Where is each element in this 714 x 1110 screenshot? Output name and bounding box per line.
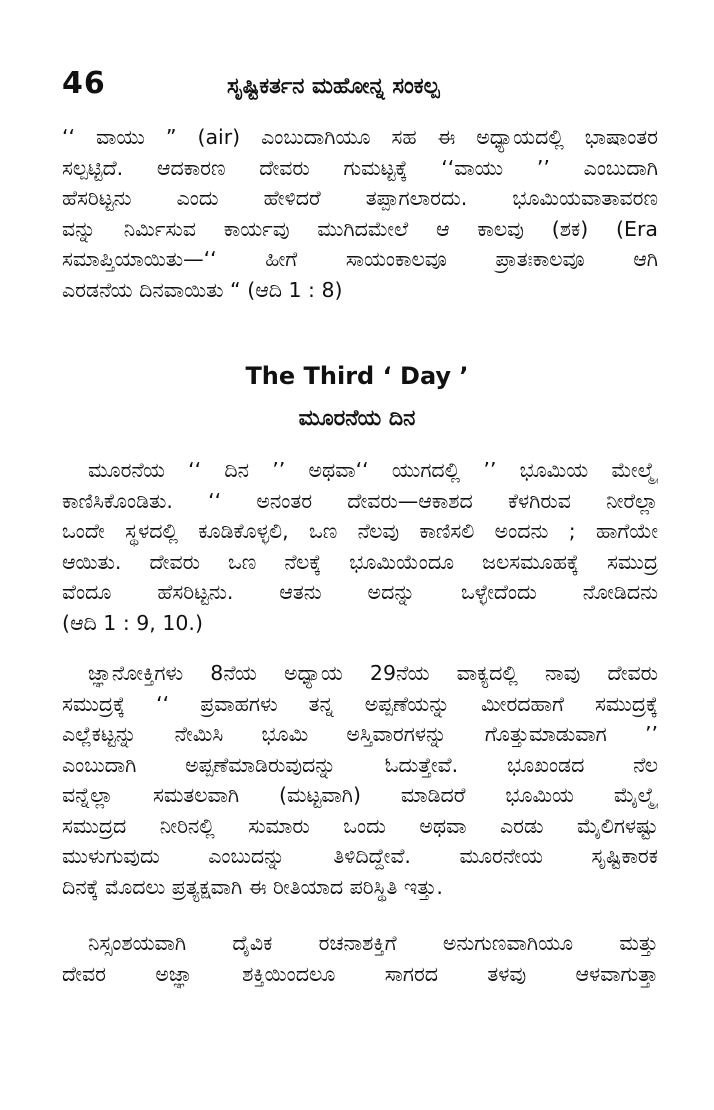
paragraph-3 xyxy=(62,658,658,902)
text-line: ಮುಳುಗುವುದು ಎಂಬುದನ್ನು ತಿಳಿದಿದ್ದೇವೆ. ಮೂರನೇಯ ಸೃಷ್ಟಿಕಾರಕ xyxy=(62,844,658,868)
text-line: ಸಮುದ್ರದ ನೀರಿನಲ್ಲಿ ಸುಮಾರು ಒಂದು ಅಥವಾ ಎರಡು ಮೈಲಿಗಳಷ್ಟು xyxy=(62,813,658,838)
text-line: ದಿನಕ್ಕೆ ಮೊದಲು ಪ್ರತ್ಯಕ್ಷವಾಗಿ ಈ ರೀತಿಯಾದ ಪರಿಸ್ಥಿತಿ ಇತ್ತು. xyxy=(62,874,443,899)
text-line: ಹೆಸರಿಟ್ಟನು ಎಂದು ಹೇಳಿದರೆ ತಪ್ಪಾಗಲಾರದು. ಭೂಮಿಯವಾತಾವರಣ xyxy=(62,186,658,210)
running-head: ಸೃಷ್ಟಿಕರ್ತನ ಮಹೋನ್ನ ಸಂಕಲ್ಪ xyxy=(227,74,440,99)
text-line: ಎಂಬುದಾಗಿ ಅಪ್ಪಣೆಮಾಡಿರುವುದನ್ನು ಓದುತ್ತೇವೆ. ಭೂಖಂಡದ ನೆಲ xyxy=(62,752,658,777)
text-line: ಆಯಿತು. ದೇವರು ಒಣ ನೆಲಕ್ಕೆ ಭೂಮಿಯೆಂದೂ ಜಲಸಮೂಹಕ್ಕೆ ಸಮುದ್ರ xyxy=(62,549,658,574)
text-line: ಸಲ್ಪಟ್ಟಿದೆ. ಆದಕಾರಣ ದೇವರು ಗುಮಟ್ಟಕ್ಕೆ ‘‘ವಾಯು ’’ ಎಂಬುದಾಗಿ xyxy=(62,155,658,180)
page-number: 46 xyxy=(62,66,106,101)
page-header xyxy=(62,66,662,110)
paragraph-2 xyxy=(62,455,658,638)
text-line: ಮೂರನೆಯ ‘‘ ದಿನ ’’ ಅಥವಾ‘‘ ಯುಗದಲ್ಲಿ ’’ ಭೂಮಿಯ ಮೇಲ್ಮೈ xyxy=(88,458,658,482)
text-line: ವೆಂದೂ ಹೆಸರಿಟ್ಟನು. ಆತನು ಅದನ್ನು ಒಳ್ಳೇದೆಂದು ನೋಡಿದನು xyxy=(62,580,658,604)
text-line: ಜ್ಞಾನೋಕ್ತಿಗಳು 8ನೆಯ ಅಧ್ಯಾಯ 29ನೆಯ ವಾಕ್ಯದಲ್ಲಿ ನಾವು ದೇವರು xyxy=(88,661,658,685)
text-line: ಸಮುದ್ರಕ್ಕೆ ‘‘ ಪ್ರವಾಹಗಳು ತನ್ನ ಅಪ್ಪಣೆಯನ್ನು ಮೀರದಹಾಗೆ ಸಮುದ್ರಕ್ಕೆ xyxy=(62,691,658,716)
section-title: The Third ‘ Day ’ xyxy=(245,362,469,390)
text-line: ನಿಸ್ಸಂಶಯವಾಗಿ ದೈವಿಕ ರಚನಾಶಕ್ತಿಗೆ ಅನುಗುಣವಾಗಿಯೂ ಮತ್ತು xyxy=(88,931,658,955)
text-line: ಎರಡನೆಯ ದಿನವಾಯಿತು “ (ಆದಿ 1 : 8) xyxy=(62,277,343,302)
paragraph-4 xyxy=(62,928,658,989)
text-line: ಕಾಣಿಸಿಕೊಂಡಿತು. ‘‘ ಅನಂತರ ದೇವರು—ಆಕಾಶದ ಕೆಳಗಿರುವ ನೀರೆಲ್ಲಾ xyxy=(62,488,658,513)
text-line: ವನ್ನು ನಿರ್ಮಿಸುವ ಕಾರ್ಯವು ಮುಗಿದಮೇಲೆ ಆ ಕಾಲವು (ಶಕ) (Era xyxy=(62,216,658,241)
text-line: ದೇವರ ಅಜ್ಞಾ ಶಕ್ತಿಯಿಂದಲೂ ಸಾಗರದ ತಳವು ಆಳವಾಗುತ್ತಾ xyxy=(62,961,658,986)
text-line: (ಆದಿ 1 : 9, 10.) xyxy=(62,610,203,635)
text-line: ಒಂದೇ ಸ್ಥಳದಲ್ಲಿ ಕೂಡಿಕೊಳ್ಳಲಿ, ಒಣ ನೆಲವು ಕಾಣಿಸಲಿ ಅಂದನು ; ಹಾಗೆಯೇ xyxy=(62,519,658,543)
section-subtitle: ಮೂರನೆಯ ದಿನ xyxy=(298,406,416,431)
text-line: ವನ್ನೆಲ್ಲಾ ಸಮತಲವಾಗಿ (ಮಟ್ಟವಾಗಿ) ಮಾಡಿದರೆ ಭೂಮಿಯ ಮೈಲ್ಮೈ xyxy=(62,783,658,807)
text-line: ‘‘ ವಾಯು ” (air) ಎಂಬುದಾಗಿಯೂ ಸಹ ಈ ಅಧ್ಯಾಯದಲ್ಲಿ ಭಾಷಾಂತರ xyxy=(62,125,658,149)
text-line: ಸಮಾಪ್ತಿಯಾಯಿತು—‘‘ ಹೀಗೆ ಸಾಯಂಕಾಲವೂ ಪ್ರಾತಃಕಾಲವೂ ಆಗಿ xyxy=(62,247,658,271)
paragraph-1 xyxy=(62,122,658,305)
text-line: ಎಲ್ಲೆಕಟ್ಟನ್ನು ನೇಮಿಸಿ ಭೂಮಿ ಅಸ್ತಿವಾರಗಳನ್ನು ಗೊತ್ತುಮಾಡುವಾಗ ’’ xyxy=(62,722,658,746)
